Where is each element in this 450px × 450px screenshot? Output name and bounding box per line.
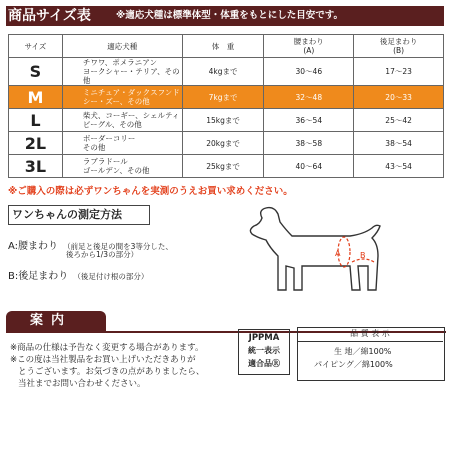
col-header-size: サイズ [9, 35, 63, 58]
size-cell: 2L [9, 132, 63, 155]
measure-b-label: B:後足まわり [8, 271, 69, 282]
jppma-line-2: 統一表示 [248, 346, 280, 355]
hind-cell: 38〜54 [354, 132, 444, 155]
breed-line-2: ビーグル、その他 [82, 120, 142, 129]
table-header-row [9, 35, 444, 58]
table-row [9, 132, 444, 155]
breed-line-1: ボーダーコリー [82, 134, 136, 143]
hind-cell: 20〜33 [354, 86, 444, 109]
purchase-warning: ※ご購入の際は必ずワンちゃんを実測のうえお買い求めください。 [8, 186, 293, 197]
info-line-4: 当社までお問い合わせください。 [18, 379, 146, 389]
col-header-waist [264, 35, 354, 58]
hind-cell: 25〜42 [354, 109, 444, 132]
breed-cell [62, 86, 182, 109]
diagram-label-a: A [335, 249, 341, 258]
dog-diagram [240, 204, 390, 302]
waist-label: 腰まわり [293, 37, 324, 46]
measure-b-row [8, 264, 148, 283]
weight-cell: 25kgまで [182, 155, 264, 178]
waist-cell: 30〜46 [264, 58, 354, 86]
quality-row-2: パイピング／綿100% [314, 360, 393, 369]
weight-cell: 15kgまで [182, 109, 264, 132]
page-title: 商品サイズ表 [8, 8, 91, 24]
quality-title: 品 質 表 示 [297, 327, 443, 342]
hind-label: 後足まわり [379, 37, 418, 46]
measure-title: ワンちゃんの測定方法 [12, 208, 122, 221]
table-row [9, 155, 444, 178]
waist-cell: 38〜58 [264, 132, 354, 155]
breed-line-1: 柴犬、コーギー、シェルティ [82, 111, 180, 120]
size-table [8, 34, 444, 178]
dog-silhouette [250, 208, 380, 290]
breed-line-2: ゴールデン、その他 [82, 166, 150, 175]
waist-sub: (A) [303, 46, 315, 55]
jppma-line-1: JPPMA [248, 333, 280, 343]
breed-line-2: シー・ズー、その他 [82, 97, 150, 106]
breed-cell [62, 132, 182, 155]
table-row [9, 58, 444, 86]
weight-cell: 20kgまで [182, 132, 264, 155]
header-note: ※適応犬種は標準体型・体重をもとにした目安です。 [116, 10, 343, 21]
measure-a-note-2: 後ろから1/3の部分） [66, 250, 139, 259]
breed-line-2: ヨークシャー・テリア、その他 [82, 67, 180, 85]
breed-cell [62, 155, 182, 178]
info-line-3: とうございます。お気づきの点がありましたら、 [18, 367, 205, 377]
size-cell: S [9, 58, 63, 86]
table-row [9, 109, 444, 132]
table-row-highlighted [9, 86, 444, 109]
info-title: 案内 [30, 313, 73, 328]
info-line-2: ※この度は当社製品をお買い上げいただきありが [10, 355, 196, 365]
breed-line-1: チワワ、ポメラニアン [82, 58, 157, 67]
breed-cell [62, 109, 182, 132]
measure-a-label: A:腰まわり [8, 241, 59, 252]
waist-cell: 40〜64 [264, 155, 354, 178]
hind-sub: (B) [393, 46, 405, 55]
quality-row-1: 生 地／綿100% [334, 347, 392, 356]
waist-cell: 36〜54 [264, 109, 354, 132]
diagram-label-b: B [360, 251, 366, 260]
measure-a-note-1: （前足と後足の間を3等分した、 [63, 242, 173, 251]
size-cell: L [9, 109, 63, 132]
jppma-line-3: 適合品Ⓡ [248, 359, 280, 368]
col-header-weight: 体 重 [182, 35, 264, 58]
size-cell: 3L [9, 155, 63, 178]
breed-cell [62, 58, 182, 86]
col-header-hind [354, 35, 444, 58]
breed-line-1: ミニチュア・ダックスフンド [82, 88, 180, 97]
measure-b-note: （後足付け根の部分） [73, 272, 149, 281]
info-line-1: ※商品の仕様は予告なく変更する場合があります。 [10, 343, 204, 353]
weight-cell: 4kgまで [182, 58, 264, 86]
weight-cell: 7kgまで [182, 86, 264, 109]
jppma-mark [238, 329, 290, 375]
col-header-breed: 適応犬種 [62, 35, 182, 58]
breed-line-2: その他 [82, 143, 106, 152]
waist-cell: 32〜48 [264, 86, 354, 109]
hind-cell: 17〜23 [354, 58, 444, 86]
breed-line-1: ラブラドール [82, 157, 128, 166]
size-cell: M [9, 86, 63, 109]
hind-cell: 43〜54 [354, 155, 444, 178]
